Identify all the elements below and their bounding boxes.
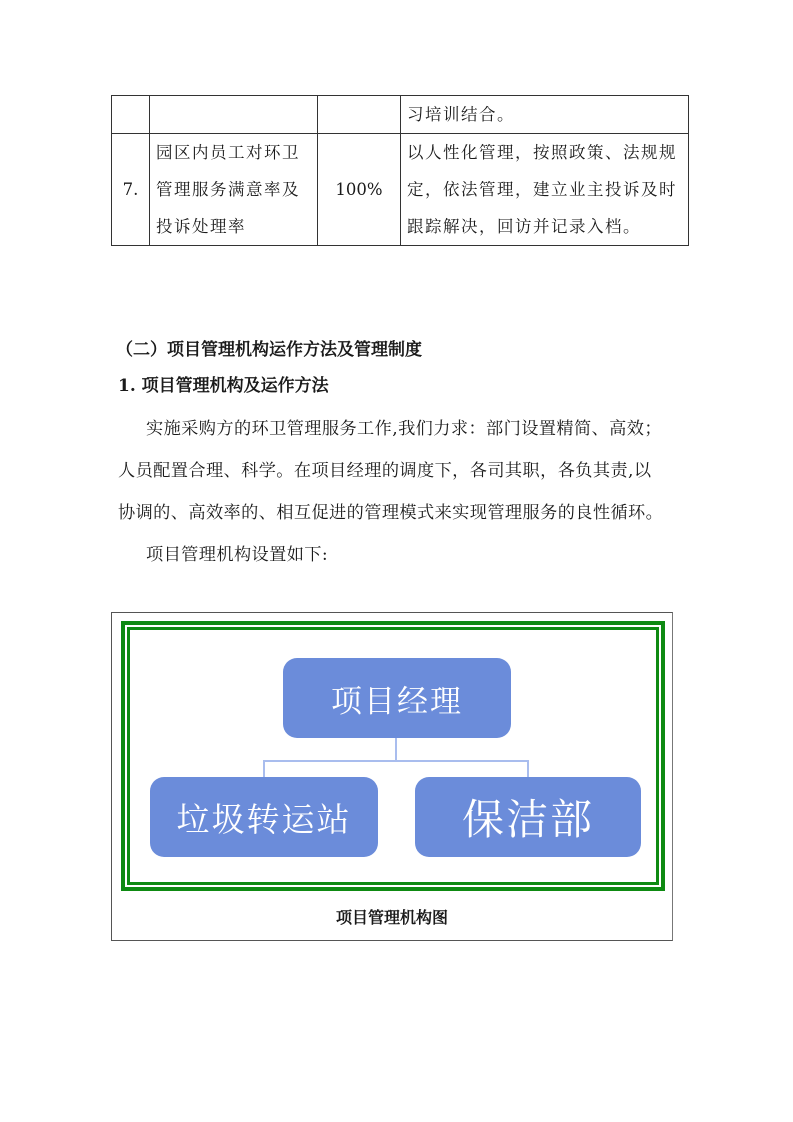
connector-right-child [527, 760, 529, 777]
section-heading: （二）项目管理机构运作方法及管理制度 [116, 340, 422, 360]
row-value [318, 96, 401, 134]
paragraph-line: 协调的、高效率的、相互促进的管理模式来实现管理服务的良性循环。 [118, 503, 664, 523]
intro-line: 项目管理机构设置如下: [146, 545, 329, 565]
row-description [401, 96, 689, 134]
org-node-label: 垃圾转运站 [176, 799, 352, 839]
criteria-table [111, 95, 689, 246]
row-number: 7. [112, 134, 150, 246]
description-line: 跟踪解决，回访并记录入档。 [407, 217, 641, 236]
row-value: 100% [318, 134, 401, 246]
item-line: 园区内员工对环卫 [156, 143, 300, 162]
org-node-child [415, 777, 641, 857]
description-line: 定，依法管理，建立业主投诉及时 [407, 180, 677, 199]
description-line: 以人性化管理，按照政策、法规规 [407, 143, 677, 162]
row-item [150, 96, 318, 134]
org-node-root [283, 658, 511, 738]
row-number [112, 96, 150, 134]
org-node-label: 保洁部 [461, 795, 594, 844]
paragraph-line: 实施采购方的环卫管理服务工作,我们力求：部门设置精简、高效； [146, 419, 662, 439]
description-line: 习培训结合。 [407, 105, 515, 124]
paragraph-line: 人员配置合理、科学。在项目经理的调度下，各司其职，各负其责,以 [118, 461, 652, 481]
org-node-child [150, 777, 378, 857]
connector-left-child [263, 760, 265, 777]
row-description [401, 134, 689, 246]
org-node-label: 项目经理 [331, 683, 463, 720]
item-line: 管理服务满意率及 [156, 180, 300, 199]
connector-horizontal [263, 760, 529, 762]
item-line: 投诉处理率 [156, 217, 246, 236]
figure-caption: 项目管理机构图 [335, 908, 448, 927]
table-row [112, 134, 689, 246]
connector-vertical-root [395, 737, 397, 762]
table-row [112, 96, 689, 134]
row-item [150, 134, 318, 246]
subsection-heading: 1. 项目管理机构及运作方法 [118, 376, 329, 396]
